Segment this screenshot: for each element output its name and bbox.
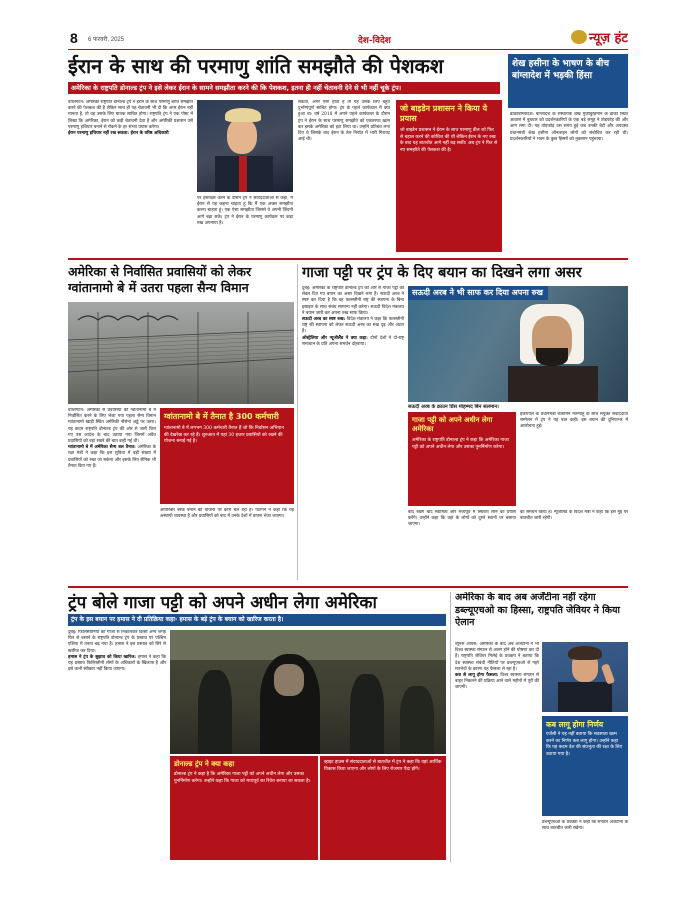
biden-box-text: जो बाइडेन प्रशासन ने ईरान के साथ परमाणु डील को फिर से बहाल करने की कोशिश की थी लेकिन ईरान के नए रुख के बाद यह बातचीत आगे नहीं बढ़ सकी। अब ट्रंप ने फिर से नए समझौते की पेशकश की है। [400,128,498,153]
guantanamo-box [160,408,294,504]
biden-box-title: जो बाइडेन प्रशासन ने किया ये प्रयास [400,104,488,123]
story3-col3: इजरायल के प्रधानमंत्री बेंजामिन नेतन्याहू के साथ संयुक्त संवाददाता सम्मेलन में ट्रंप ने यह बात कही। इस बयान की दुनियाभर में आलोचना हुई। [520,412,628,430]
trump-statement-box-2 [320,756,446,860]
crown-prince-photo [408,286,628,402]
issue-date: 6 फरवरी, 2025 [88,37,125,43]
globe-icon [571,30,587,44]
headline-iran: ईरान के साथ की परमाणु शांति समझौते की पेशकश [68,54,444,78]
guantanamo-box-title: ग्वांतानामो बे में तैनात है 300 कर्मचारी [164,412,279,421]
photo-caption: सऊदी अरब के क्राउन प्रिंस मोहम्मद बिन सलमान। [408,404,499,410]
section-name: देश-विदेश [358,36,391,46]
divider-2 [68,586,628,588]
story5-col2: डब्ल्यूएचओ के प्रवक्ता ने कहा कि संगठन अर्जेंटीना के साथ बातचीत जारी रखेगा। [542,820,628,832]
column-rule [297,264,298,580]
story2-col1: वाशिंगटन: अमेरिका से प्रवासियों को ग्वांतानामो बे में निर्वासित करने के लिए भेजा गया पहला सैन्य विमान ग्वांतानामो खाड़ी स्थित अमेरिकी नौसेना अड्डे पर उतरा। यह कदम राष्ट्रपति डोनाल्ड ट्रंप की ओर से जारी किए गए उस आदेश के बाद उठाया गया जिसमें अवैध प्रवासियों को वहां रखने की बात कही गई थी। ग्वांतानामो बे में अमेरिका सैन्य बल तैनात: अमेरिका के रक्षा मंत्री ने कहा कि इस सुविधा में बड़ी संख्या में प्रवासियों को रखा जा सकेगा और इसके लिए सैनिक भी तैनात किए गए हैं। [68,408,156,469]
sidebar-text: ढाकाबांग्लादेश: बांग्लादेश के संस्थापक शेख मुजीबुर्रहमान के ढाका स्थित आवास में बुधवार को प्रदर्शनकारियों के एक बड़े समूह ने तोड़फोड़ की और आग लगा दी। यह तोड़फोड़ उस समय हुई जब उनकी बेटी और अपदस्थ प्रधानमंत्री शेख हसीना ऑनलाइन लोगों को संबोधित कर रही थीं। प्रदर्शनकारियों ने भवन के कुछ हिस्सों को नुकसान पहुंचाया। [510,112,628,142]
trump-statement-text-2: व्हाइट हाउस में संवाददाताओं से बातचीत में ट्रंप ने कहा कि वहां आर्थिक विकास किया जाएगा और लोगों के लिए रोजगार पैदा होंगे। [324,760,442,772]
divider-1 [68,258,628,260]
subhead-hamas: ट्रंप के इस बयान पर हमास ने दी प्रतिक्रिया कहा- हमास के बड़े ट्रंप के बयान को खारिज करता है। [68,614,446,626]
gaza-control-box-text: अमेरिका के राष्ट्रपति डोनाल्ड ट्रंप ने कहा कि अमेरिका गाजा पट्टी को अपने अधीन लेगा और उसका पुनर्निर्माण करेगा। [412,438,509,450]
trump-statement-title: डोनाल्ड ट्रंप ने क्या कहा [174,760,235,768]
story3-col1: दुबई: अमेरिका के राष्ट्रपति डोनाल्ड ट्रंप की ओर से गाजा पट्टी को लेकर दिए गए बयान का असर दिखने लगा है। सऊदी अरब ने स्पष्ट कर दिया है कि वह फलस्तीनी राष्ट्र की स्थापना के बिना इस्राइल के साथ संबंध सामान्य नहीं करेगा। सऊदी विदेश मंत्रालय ने बयान जारी कर अपना रुख साफ किया। सऊदी अरब का स्पष्ट रुख: विदेश मंत्रालय ने कहा कि फलस्तीनी राष्ट्र की स्थापना को लेकर सऊदी अरब का रुख दृढ़ और अटल है। ऑस्ट्रेलिया और न्यूजीलैंड ने क्या कहा: दोनों देशों ने दो-राष्ट्र समाधान के प्रति अपना समर्थन दोहराया। [302,286,404,347]
photo-banner: सऊदी अरब ने भी साफ कर दिया अपना रुख [408,286,548,300]
headline-guantanamo: अमेरिका से निर्वासित प्रवासियों को लेकर ग्वांतानामो बे में उतरा पहला सैन्य विमान [68,264,252,295]
page-number: 8 [70,30,78,46]
headline-gaza-impact: गाजा पट्टी पर ट्रंप के दिए बयान का दिखने लगा असर [302,265,582,281]
column-rule-2 [450,592,451,862]
story4-col1: दुबई: फिलिस्तीनियों को गाजा से निकालकर किसी अन्य जगह फिर से बसाने के राष्ट्रपति डोनाल्ड ट्रंप के प्रस्ताव पर पश्चिम एशिया में तनाव बढ़ गया है। हमास ने इस प्रस्ताव को सिरे से खारिज कर दिया। हमास ने ट्रंप के सुझाव को किया खारिज: हमास ने कहा कि यह प्रस्ताव फिलिस्तीनी लोगों के अधिकारों के खिलाफ है और इसे कभी स्वीकार नहीं किया जाएगा। [68,630,166,673]
guantanamo-box-text: ग्वांतानामो बे में लगभग 300 कर्मचारी तैनात हैं जो कि निर्वासन अभियान की देखरेख कर रहे हैं। शुरुआत में यहां 30 हजार प्रवासियों को रखने की योजना बनाई गई है। [164,426,284,444]
headline-gaza-control: ट्रंप बोले गाजा पट्टी को अपने अधीन लेगा अमेरिका [68,593,377,613]
detention-photo [68,302,294,404]
trump-statement-box [170,756,318,860]
trump-photo [197,100,293,192]
figure-4 [400,686,434,754]
story1-col2: पर हस्ताक्षर करने के दौरान ट्रंप ने संवाददाताओं से कहा, मैं ईरान से यह कहना चाहता हूं कि मैं एक अच्छा समझौता करना चाहता हूं। एक ऐसा समझौता जिससे वे अपनी ज़िंदगी आगे बढ़ा सकें। ट्रंप ने ईरान के परमाणु कार्यक्रम पर कड़ा रुख अपनाया है। [197,196,293,226]
fence-graphic [68,302,294,404]
gaza-control-box [408,412,516,506]
headline-argentina: अमेरिका के बाद अब अर्जेंटीना नहीं रहेगा डब्ल्यूएचओ का हिस्सा, राष्ट्रपति जेवियर ने किया ऐलान [455,592,620,628]
argentina-box-text: एजेंसी ने यह नहीं बताया कि सदस्यता खत्म करने का निर्णय कब लागू होगा। उन्होंने कहा कि यह कदम देश की संप्रभुता की रक्षा के लिए उठाया गया है। [546,732,623,757]
biden-box [396,100,502,252]
story1-col1: वाशिंगटन: अमेरिकी राष्ट्रपति डोनाल्ड ट्रंप ने ईरान के साथ परमाणु शांति समझौते करने की पेशकश की है लेकिन साथ ही यह चेतावनी भी दी कि अगर ईरान नहीं मानता है, तो वह उसके लिए घातक साबित होगा। राष्ट्रपति ट्रंप ने एक पोस्ट में लिखा कि अमेरिका, ईरान को कड़ी चेतावनी देता है और अमेरिकी प्रशासन उसे परमाणु हथियार बनाने से रोकने के हर संभव प्रयास करेगा। ईरान परमाणु हथियार नहीं रख सकता: ईरान के वरिष्ठ अधिकारी [68,100,193,137]
argentina-box-title: कब लागू होगा निर्णय [546,720,604,729]
gaza-control-box-title: गाजा पट्टी को अपने अधीन लेगा अमेरिका [412,416,493,433]
subhead-iran: अमेरिका के राष्ट्रपति डोनाल्ड ट्रंप ने इसे लेकर ईरान के सामने समझौता करने की कि पेशकश, इतना ही नहीं चेतावनी देने से भी नहीं चूके ट्रंप। [68,82,500,94]
figure-3 [350,674,384,754]
trump-face [227,118,257,154]
argentina-box [542,716,628,816]
milei-photo [542,642,628,712]
story1-subheading: ईरान परमाणु हथियार नहीं रख सकता: ईरान के वरिष्ठ अधिकारी [68,131,169,137]
story1-col3: सकता, अगर ऐसा होता है तो यह उसके लिए बहुत दुर्भाग्यपूर्ण साबित होगा। ट्रंप के पहले कार्यकाल में क्या हुआ था: वर्ष 2018 में अपने पहले कार्यकाल के दौरान ट्रंप ने ईरान के साथ परमाणु समझौते को एकतरफा खत्म कर इसके अमेरिका को हटा लिया था। उन्होंने प्रतिबंध लगा दिए थे जिसके बाद ईरान के तेल निर्यात में भारी गिरावट आई थी। [298,100,390,143]
brand-logo: न्यूज़ हंट [571,30,628,46]
sidebar-headline: शेख हसीना के भाषण के बीच बांग्लादेश में भड़की हिंसा [508,54,628,108]
trump-statement-text: डोनाल्ड ट्रंप ने कहा है कि अमेरिका गाजा पट्टी को अपने अधीन लेगा और उसका पुनर्निर्माण करेगा। उन्होंने कहा कि गाजा को मध्यपूर्व का रिवेरा बनाया जा सकता है। [174,772,311,784]
figure-1 [198,670,232,754]
hamas-photo [170,630,446,754]
story3-bottom-left: बाद रखेंगे बाद स्वामित्व और मध्यपूर्व में स्थिरता लाने का प्रयास करेंगे। उन्होंने कहा कि वहां के लोगों को दूसरे स्थानों पर बसाया जाएगा। [408,510,516,528]
page-header [68,30,628,50]
story3-bottom-right: का समर्थन किया है। न्यूजीलैंड के विदेश मंत्री ने कहा कि इस मुद्दे पर बातचीत जारी रहेगी। [520,510,628,522]
story2-col3: अतिरिक्त बैरक बनाने की योजना पर काम चल रहा है। पेंटागन ने कहा कि यह अस्थायी व्यवस्था है और प्रवासियों को बाद में उनके देशों में वापस भेजा जाएगा। [160,508,294,520]
story5-col1: ब्यूनस आयर्स: अमेरिका के बाद अब अर्जेंटीना ने भी विश्व स्वास्थ्य संगठन से अलग होने की घोषणा कर दी है। राष्ट्रपति जेवियर मिलेई के प्रवक्ता ने बताया कि देश स्वास्थ्य संबंधी नीतियों पर डब्ल्यूएचओ से गहरे मतभेदों के कारण यह फैसला ले रहा है। कब से लागू होगा फैसला: विश्व स्वास्थ्य संगठन से बाहर निकलने की प्रक्रिया आने वाले महीनों में पूरी की जाएगी। [455,642,539,691]
